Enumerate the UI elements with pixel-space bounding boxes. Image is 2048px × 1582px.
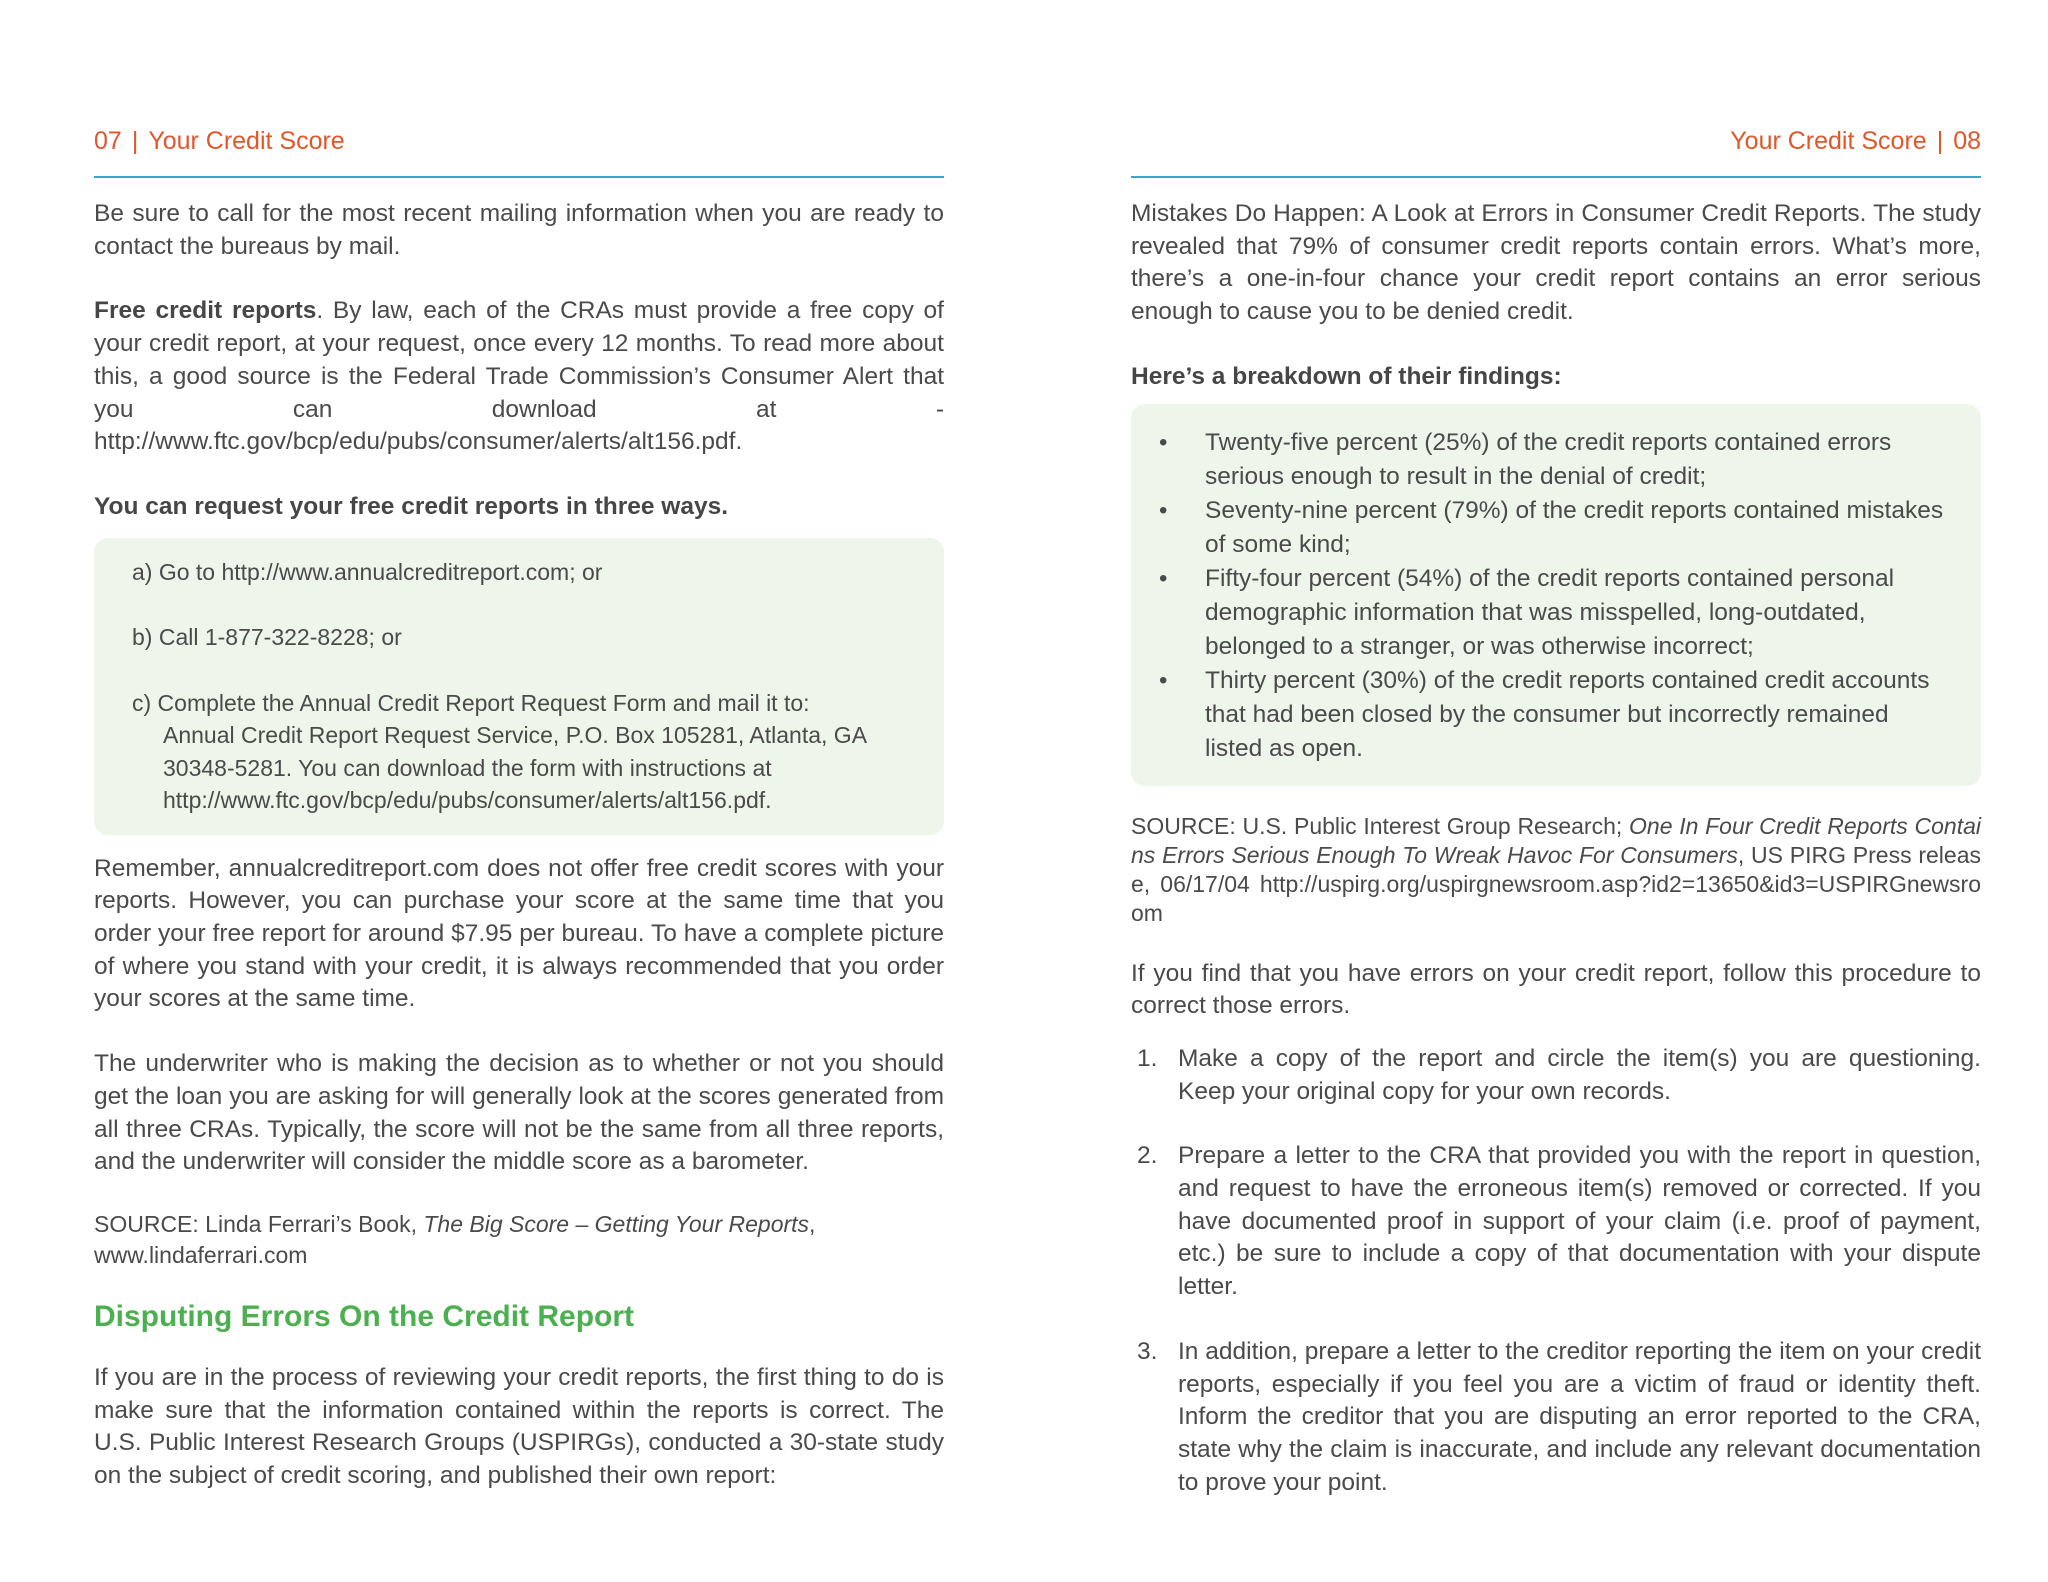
page-number: 07 — [94, 127, 122, 155]
source-prefix: SOURCE: Linda Ferrari’s Book, — [94, 1210, 424, 1237]
way-a: a) Go to http://www.annualcreditreport.com; or — [132, 558, 603, 585]
source-suffix: , US PIRG Press release, 06/17/04 http://uspirg.org/uspirgnewsroom.asp?id2=13650&id3=USPIRGnewsroom — [1131, 841, 1981, 926]
step-text: In addition, prepare a letter to the creditor reporting the item on your credit reports, especially if you feel you are a victim of fraud or identity theft. Inform the creditor that you are disputing an error reported to the CRA, state why the claim is inaccurate, and include any relevant documentation to prove your point. — [1178, 1337, 1981, 1496]
header-rule — [1131, 176, 1981, 178]
underwriter-paragraph: The underwriter who is making the decision as to whether or not you should get the loan you are asking for will generally look at the scores generated from all three CRAs. Typically, the score will not be the same from all three reports, and the underwriter will consider the middle score as a barometer. — [94, 1050, 944, 1176]
running-title: Your Credit Score — [148, 127, 345, 155]
bullet-icon: • — [1159, 564, 1168, 592]
way-b: b) Call 1-877-322-8228; or — [132, 624, 402, 651]
reviewing-paragraph: If you are in the process of reviewing your credit reports, the first thing to do is make sure that the information contained within the reports is correct. The U.S. Public Interest Research Groups (USPIRGs), conducted a 30-state study on the subject of credit scoring, and published their own report: — [94, 1363, 944, 1490]
free-reports-lead: Free credit reports — [94, 297, 317, 325]
step-text: Prepare a letter to the CRA that provided you with the report in question, and request to have the erroneous item(s) removed or corrected. If you have documented proof in support of your claim (i.e. proof of payment, etc.) be sure to include a copy of that documentation with your dispute letter. — [1178, 1142, 1981, 1301]
step-item — [1131, 1043, 1981, 1108]
finding-text: Twenty-five percent (25%) of the credit reports contained errors serious enough to result in the denial of credit; — [1205, 428, 1892, 490]
finding-text: Fifty-four percent (54%) of the credit reports contained personal demographic information that was misspelled, long-outdated, belonged to a stranger, or was otherwise incorrect; — [1205, 564, 1895, 660]
mistakes-paragraph: Mistakes Do Happen: A Look at Errors in Consumer Credit Reports. The study revealed that 79% of consumer credit reports contain errors. What’s more, there’s a one-in-four chance your credit report contains an error serious enough to cause you to be denied credit. — [1131, 200, 1981, 326]
step-number: 3. — [1137, 1337, 1158, 1365]
request-ways-box — [94, 538, 944, 835]
left-page-header — [94, 124, 944, 158]
findings-heading: Here’s a breakdown of their findings: — [1131, 362, 1562, 390]
bullet-icon: • — [1159, 428, 1168, 456]
source-report-title: One In Four Credit Reports Contains Errors Serious Enough To Wreak Havoc For Consumers — [1131, 812, 1981, 868]
procedure-steps — [1131, 1043, 1981, 1499]
source-citation-left — [94, 1209, 944, 1271]
bullet-icon: • — [1159, 666, 1168, 694]
way-c-first-line: c) Complete the Annual Credit Report Request Form and mail it to: — [132, 689, 810, 716]
bullet-icon: • — [1159, 496, 1168, 524]
step-number: 1. — [1137, 1044, 1158, 1072]
running-title: Your Credit Score — [1730, 127, 1927, 155]
free-reports-paragraph — [94, 295, 944, 459]
header-separator: | — [131, 127, 139, 155]
findings-box — [1131, 404, 1981, 786]
source-book-title: The Big Score – Getting Your Reports — [423, 1210, 810, 1237]
section-title: Disputing Errors On the Credit Report — [94, 1299, 635, 1333]
way-c — [132, 687, 914, 817]
annualcreditreport-paragraph: Remember, annualcreditreport.com does not offer free credit scores with your reports. However, you can purchase your score at the same time that you order your free report for around $7.95 per bureau. To have a complete picture of where you stand with your credit, it is always recommended that you order your scores at the same time. — [94, 854, 944, 1013]
request-heading: You can request your free credit reports in three ways. — [94, 492, 729, 520]
procedure-intro: If you find that you have errors on your credit report, follow this procedure to correct those errors. — [1131, 959, 1981, 1020]
step-number: 2. — [1137, 1142, 1158, 1170]
findings-list — [1131, 426, 1951, 766]
finding-item — [1131, 562, 1951, 664]
step-item — [1131, 1140, 1981, 1304]
finding-item — [1131, 494, 1951, 562]
source-prefix: SOURCE: U.S. Public Interest Group Research; — [1131, 812, 1630, 839]
header-separator: | — [1936, 127, 1944, 155]
step-text: Make a copy of the report and circle the item(s) you are questioning. Keep your original copy for your own records. — [1178, 1044, 1981, 1105]
header-rule — [94, 176, 944, 178]
source-url: www.lindaferrari.com — [94, 1241, 308, 1268]
step-item — [1131, 1336, 1981, 1500]
source-suffix: , — [809, 1210, 816, 1237]
mailing-paragraph: Be sure to call for the most recent mailing information when you are ready to contact the bureaus by mail. — [94, 200, 944, 260]
finding-item — [1131, 426, 1951, 494]
left-page-body — [94, 198, 944, 1493]
finding-text: Thirty percent (30%) of the credit reports contained credit accounts that had been closed by the consumer but incorrectly remained listed as open. — [1205, 666, 1930, 762]
right-page-header — [1131, 124, 1981, 158]
right-page-body — [1131, 198, 1981, 1499]
way-c-continuation: Annual Credit Report Request Service, P.O. Box 105281, Atlanta, GA 30348-5281. You can download the form with instructions at http://www.ftc.gov/bcp/edu/pubs/consumer/alerts/alt156.pdf. — [163, 722, 866, 814]
finding-text: Seventy-nine percent (79%) of the credit reports contained mistakes of some kind; — [1205, 496, 1944, 558]
page-number: 08 — [1953, 127, 1981, 155]
finding-item — [1131, 664, 1951, 766]
source-citation-right — [1131, 812, 1981, 928]
free-reports-text: . By law, each of the CRAs must provide a free copy of your credit report, at your request, once every 12 months. To read more about this, a good source is the Federal Trade Commission’s Consumer Alert that you can download at - http://www.ftc.gov/bcp/edu/pubs/consumer/alerts/alt156.pdf. — [94, 297, 944, 456]
